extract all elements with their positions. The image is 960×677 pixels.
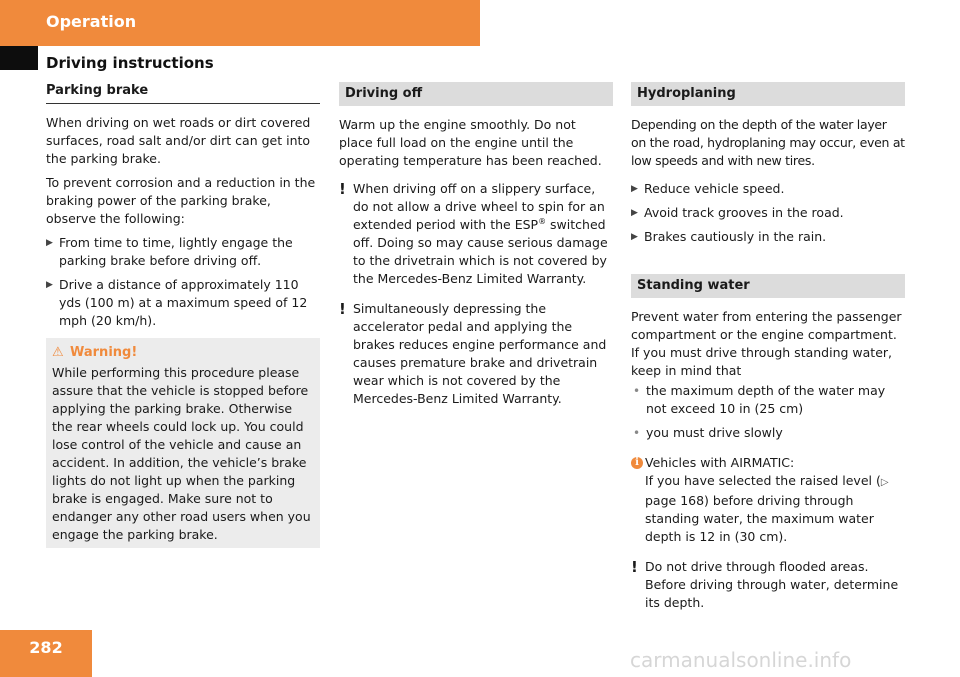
warning-header xyxy=(52,344,314,362)
info-icon: i xyxy=(631,457,643,469)
column-water xyxy=(631,82,905,624)
notice-text-part1: When driving off on a slippery surface, do not allow a drive wheel to spin for an extended period with the ESP xyxy=(353,181,605,232)
bullet-dot-icon: • xyxy=(633,384,641,398)
hydroplaning-paragraph: Depending on the depth of the water layer on the road, hydroplaning may occur, even at low speeds and with new tires. xyxy=(631,117,905,168)
watermark: carmanualsonline.info xyxy=(630,648,852,672)
list-item xyxy=(633,382,905,418)
driving-off-paragraph: Warm up the engine smoothly. Do not place full load on the engine until the operating temperature has been reached. xyxy=(339,117,602,168)
standing-water-heading: Standing water xyxy=(631,274,905,298)
step-text: Avoid track grooves in the road. xyxy=(644,205,844,220)
warning-title: Warning! xyxy=(70,345,138,360)
list-item xyxy=(631,180,905,198)
notice-text: Simultaneously depressing the accelerator pedal and applying the brakes reduces engine performance and causes premature brake and drivetrain wear which is not covered by the Mercedes-Benz Limited Warranty. xyxy=(353,301,607,406)
notice-flooded xyxy=(631,558,905,612)
triangle-right-icon: ▶ xyxy=(46,238,53,248)
info-text-part2: page 168) before driving through standing water, the maximum water depth is 12 in (30 cm). xyxy=(645,493,874,544)
parking-brake-paragraph-1: When driving on wet roads or dirt covered surfaces, road salt and/or dirt can get into the parking brake. xyxy=(46,115,311,166)
notice-esp xyxy=(339,180,613,288)
info-text-part1: If you have selected the raised level ( xyxy=(645,473,881,488)
bullet-text: the maximum depth of the water may not exceed 10 in (25 cm) xyxy=(646,383,886,416)
step-text: From time to time, lightly engage the parking brake before driving off. xyxy=(59,235,293,268)
bullet-dot-icon: • xyxy=(633,426,641,440)
warning-box xyxy=(46,338,320,548)
section-title: Operation xyxy=(46,12,137,31)
column-parking-brake xyxy=(46,82,320,548)
page-number: 282 xyxy=(29,638,63,657)
exclamation-icon: ! xyxy=(631,558,638,576)
info-line-2 xyxy=(645,472,905,546)
parking-brake-heading: Parking brake xyxy=(46,82,320,104)
info-note xyxy=(631,454,905,546)
triangle-right-icon: ▶ xyxy=(631,184,638,194)
warning-triangle-icon: ⚠ xyxy=(52,345,64,360)
list-item xyxy=(46,234,320,270)
page-subtitle: Driving instructions xyxy=(46,54,214,72)
bullet-text: you must drive slowly xyxy=(646,425,783,440)
triangle-right-icon: ▶ xyxy=(631,208,638,218)
triangle-right-icon: ▶ xyxy=(631,232,638,242)
standing-water-paragraph: Prevent water from entering the passenger compartment or the engine compartment. If you must drive through standing water, keep in mind that xyxy=(631,309,902,378)
notice-pedal xyxy=(339,300,613,408)
column-driving-off xyxy=(339,82,613,420)
exclamation-icon: ! xyxy=(339,180,346,198)
notice-text: Do not drive through flooded areas. Before driving through water, determine its depth. xyxy=(645,559,899,610)
list-item xyxy=(631,204,905,222)
exclamation-icon: ! xyxy=(339,300,346,318)
step-text: Brakes cautiously in the rain. xyxy=(644,229,827,244)
driving-off-heading: Driving off xyxy=(339,82,613,106)
triangle-right-icon: ▶ xyxy=(46,280,53,290)
registered-mark: ® xyxy=(538,216,547,226)
list-item xyxy=(46,276,320,330)
notice-text-part2: switched off. Doing so may cause serious damage to the drivetrain which is not covered by the Mercedes-Benz Limited Warranty. xyxy=(353,217,608,286)
hydroplaning-heading: Hydroplaning xyxy=(631,82,905,106)
section-marker xyxy=(0,46,38,70)
list-item xyxy=(633,424,905,442)
list-item xyxy=(631,228,905,246)
step-text: Reduce vehicle speed. xyxy=(644,181,785,196)
info-line-1: Vehicles with AIRMATIC: xyxy=(645,455,795,470)
page-reference-triangle-icon: ▷ xyxy=(880,477,889,488)
step-text: Drive a distance of approximately 110 yds (100 m) at a maximum speed of 12 mph (20 km/h). xyxy=(59,277,308,328)
warning-text: While performing this procedure please assure that the vehicle is stopped before applying the parking brake. Otherwise the rear wheels could lock up. You could lose control of the vehicle and cause an accident. In addition, the vehicle’s brake lights do not light up when the parking brake is engaged. Make sure not to endanger any other road users when you engage the parking brake. xyxy=(52,365,311,542)
parking-brake-paragraph-2: To prevent corrosion and a reduction in the braking power of the parking brake, observe the following: xyxy=(46,175,316,226)
